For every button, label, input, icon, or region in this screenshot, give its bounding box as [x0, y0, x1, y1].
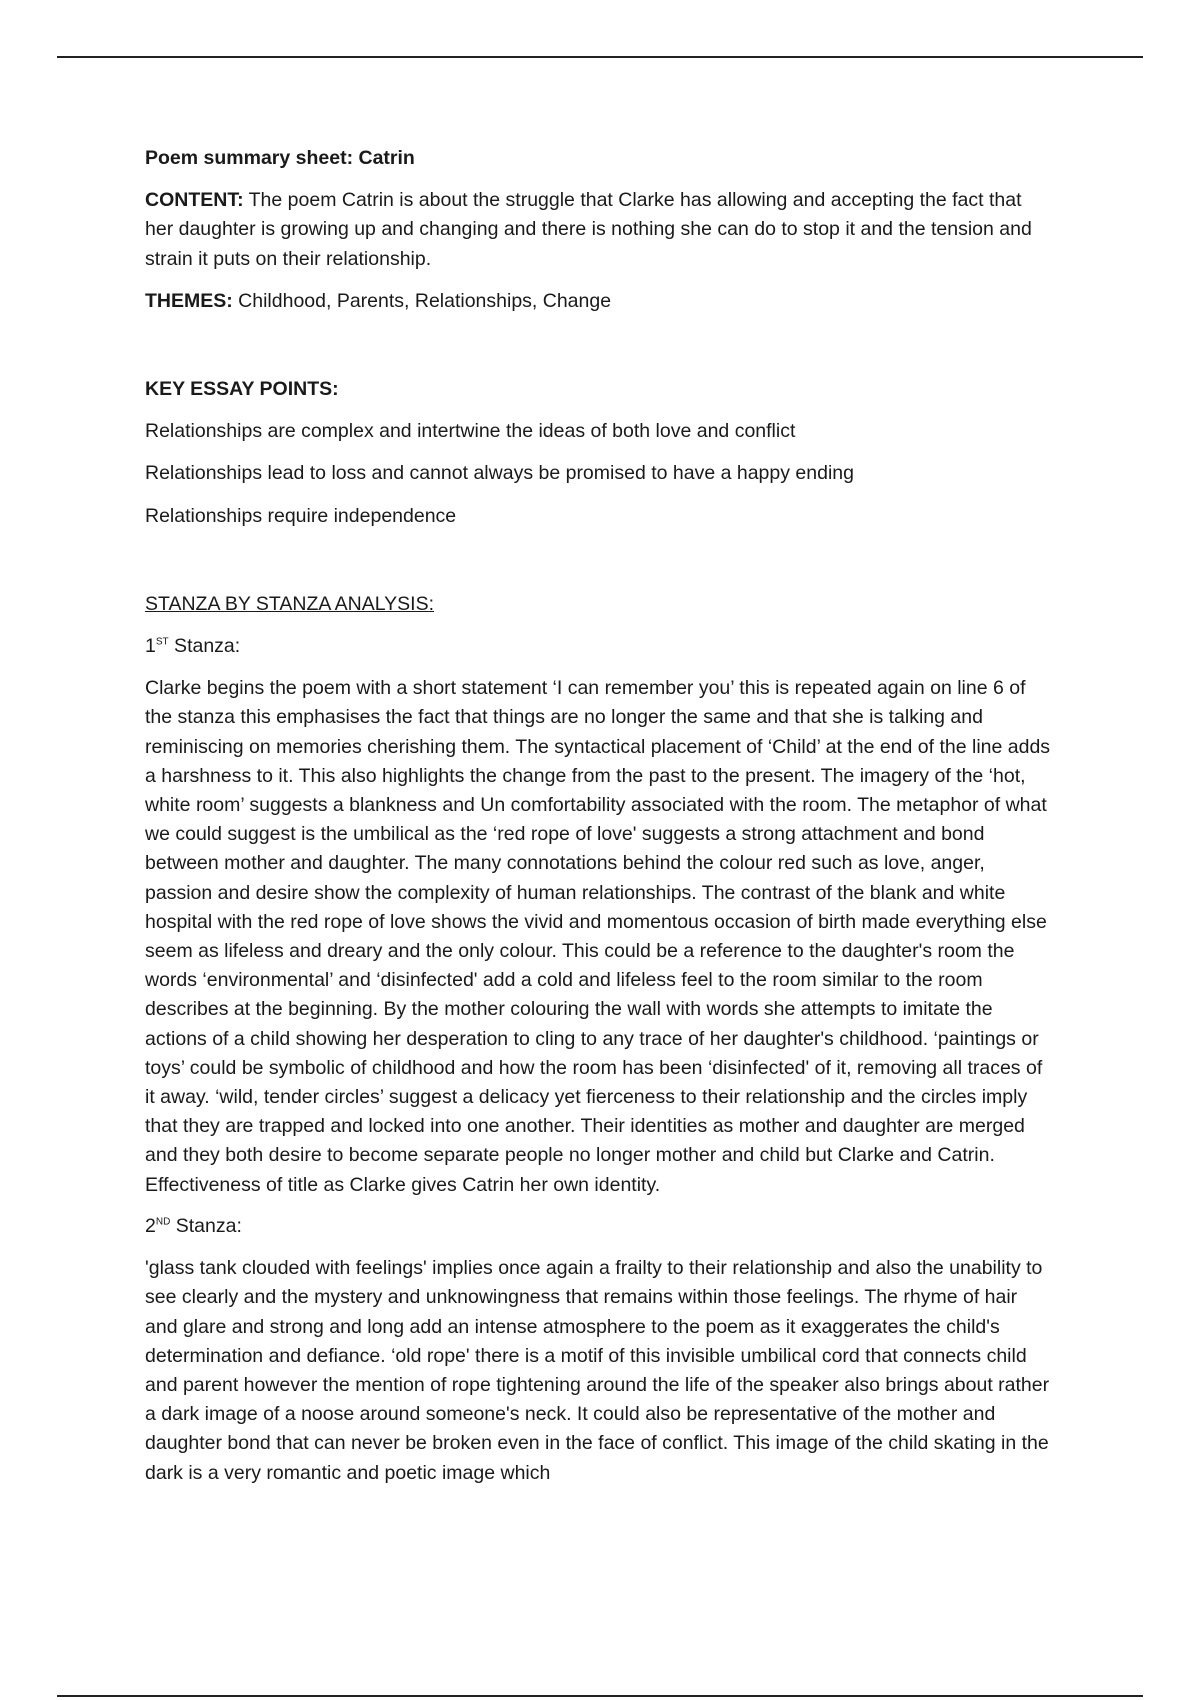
key-point: Relationships are complex and intertwine the ideas of both love and conflict: [145, 420, 796, 443]
document-body: [145, 144, 1055, 1500]
analysis-heading: STANZA BY STANZA ANALYSIS:: [145, 592, 434, 615]
key-point: Relationships require independence: [145, 504, 457, 527]
content-paragraph: [145, 186, 1055, 274]
stanza2-label: Stanza:: [170, 1214, 242, 1237]
themes-text: Childhood, Parents, Relationships, Change: [232, 289, 612, 312]
stanza2-ordinal: ND: [155, 1216, 171, 1228]
key-point: Relationships lead to loss and cannot always be promised to have a happy ending: [145, 462, 854, 485]
document-title: Poem summary sheet: Catrin: [145, 147, 415, 169]
stanza1-heading: [145, 632, 1055, 661]
stanza2-number: 2: [145, 1214, 156, 1237]
stanza1-number: 1: [145, 635, 156, 658]
content-label: CONTENT:: [145, 189, 244, 212]
footer-rule: [57, 1695, 1143, 1697]
stanza1-label: Stanza:: [168, 635, 241, 658]
stanza2-heading: [145, 1212, 1055, 1241]
stanza1-analysis: Clarke begins the poem with a short statement ‘I can remember you’ this is repeated again on line 6 of the stanza this emphasises the fact that things are no longer the same and that she is talking and reminiscing on memories cherishing them. The syntactical placement of ‘Child’ at the end of the line adds a harshness to it. This also highlights the change from the past to the present. The imagery of the ‘hot, white room’ suggests a blankness and Un comfortability associated with the room. The metaphor of what we could suggest is the umbilical as the ‘red rope of love' suggests a strong attachment and bond between mother and daughter. The many connotations behind the colour red such as love, anger, passion and desire show the complexity of human relationships. The contrast of the blank and white hospital with the red rope of love shows the vivid and momentous occasion of birth made everything else seem as lifeless and dreary and the only colour. This could be a reference to the daughter's room the words ‘environmental’ and ‘disinfected' add a cold and lifeless feel to the room similar to the room describes at the beginning. By the mother colouring the wall with words she attempts to imitate the actions of a child showing her desperation to cling to any trace of her daughter's childhood. ‘paintings or toys’ could be symbolic of childhood and how the room has been ‘disinfected' of it, removing all traces of it away. ‘wild, tender circles’ suggest a delicacy yet fierceness to their relationship and the circles imply that they are trapped and locked into one another. Their identities as mother and daughter are merged and they both desire to become separate people no longer mother and child but Clarke and Catrin. Effectiveness of title as Clarke gives Catrin her own identity.: [145, 677, 1051, 1196]
stanza2-analysis: 'glass tank clouded with feelings' implies once again a frailty to their relationship and also the unability to see clearly and the mystery and unknowingness that remains within those feelings. The rhyme of hair and glare and strong and long add an intense atmosphere to the poem as it exaggerates the child's determination and defiance. ‘old rope' there is a motif of this invisible umbilical cord that connects child and parent however the mention of rope tightening around the life of the speaker also brings about rather a dark image of a noose around someone's neck. It could also be representative of the mother and daughter bond that can never be broken even in the face of conflict. This image of the child skating in the dark is a very romantic and poetic image which: [145, 1257, 1050, 1484]
themes-paragraph: [145, 287, 1055, 316]
content-text: The poem Catrin is about the struggle that Clarke has allowing and accepting the fact that her daughter is growing up and changing and there is nothing she can do to stop it and the tension and strain it puts on their relationship.: [145, 189, 1032, 270]
key-points-heading: KEY ESSAY POINTS:: [145, 378, 339, 401]
stanza1-ordinal: ST: [155, 636, 169, 648]
header-rule: [57, 56, 1143, 58]
themes-label: THEMES:: [145, 289, 233, 312]
